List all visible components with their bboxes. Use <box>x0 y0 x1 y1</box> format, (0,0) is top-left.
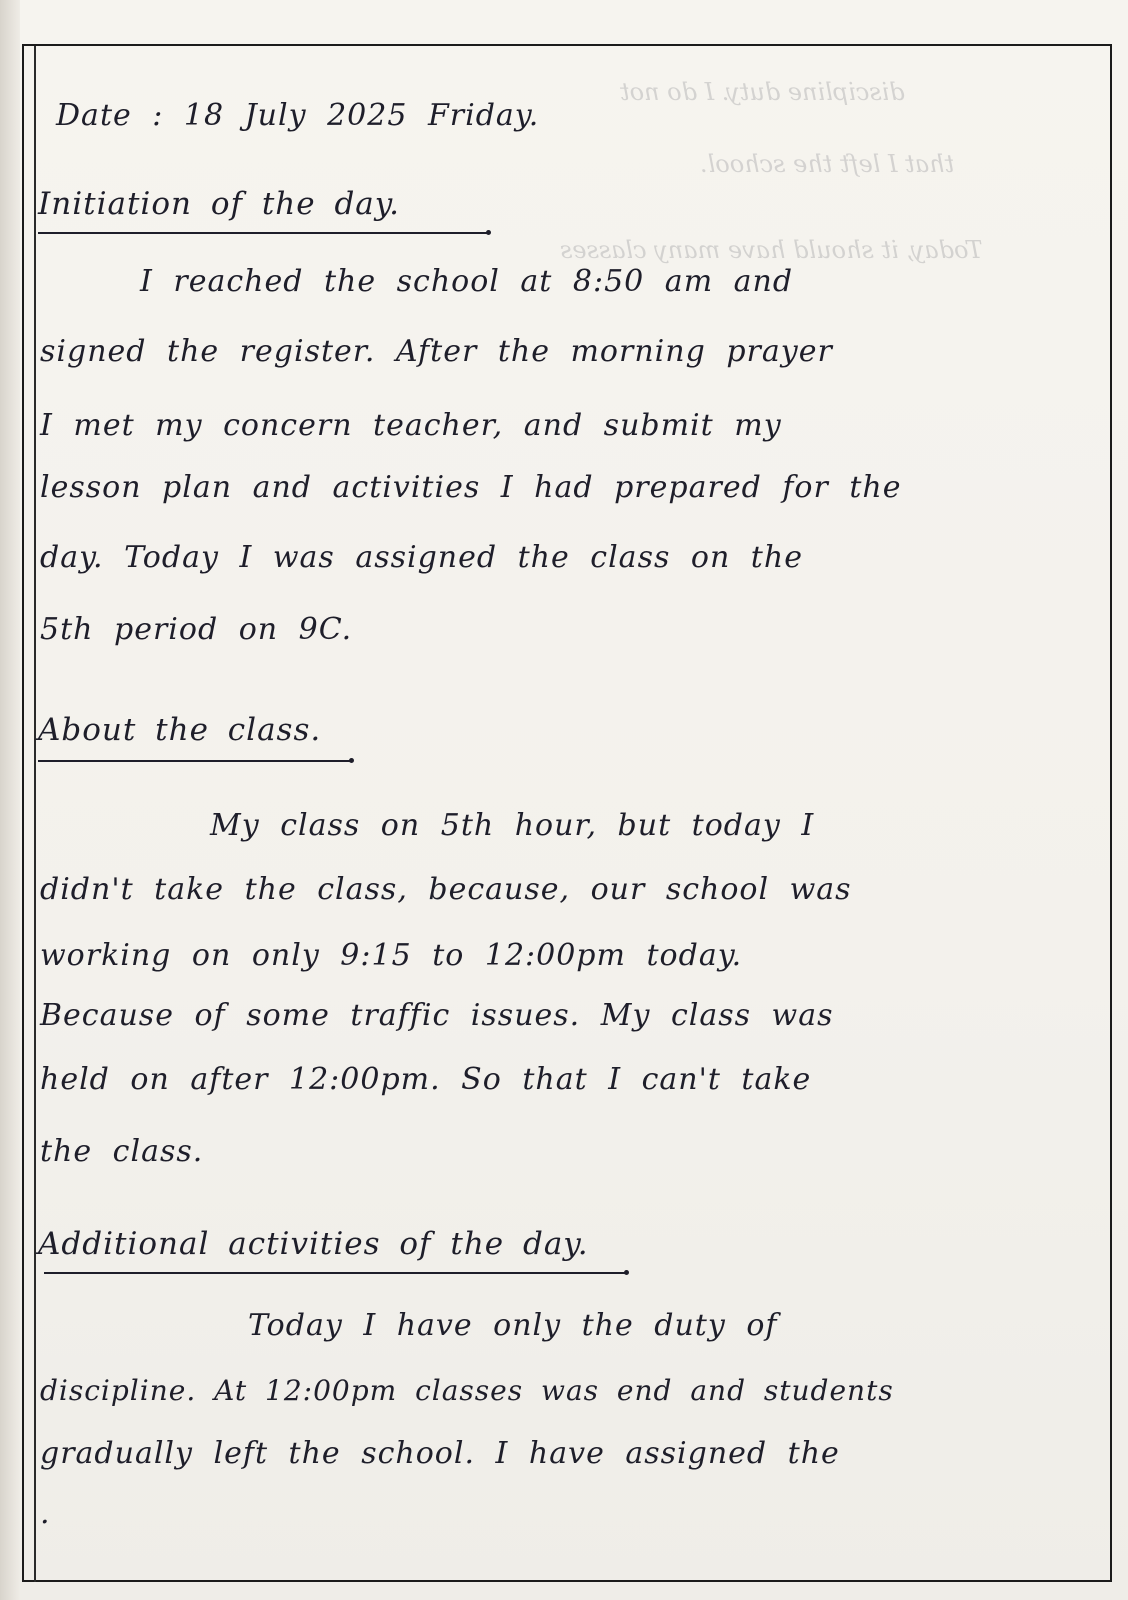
paragraph-line: Because of some traffic issues. My class was <box>40 998 834 1033</box>
paragraph-line: didn't take the class, because, our school was <box>40 872 852 907</box>
paragraph-line: day. Today I was assigned the class on the <box>40 540 803 575</box>
paragraph-line: the class. <box>40 1134 204 1169</box>
section-heading-about-class: About the class. <box>38 712 322 748</box>
date-line <box>56 98 1106 133</box>
show-through-text: Today, it should have many classes <box>560 236 983 264</box>
heading-underline-end <box>624 1270 629 1275</box>
paragraph-line: . <box>40 1496 51 1531</box>
heading-underline <box>38 760 352 762</box>
heading-underline <box>38 232 488 234</box>
paragraph-line: held on after 12:00pm. So that I can't take <box>40 1062 812 1097</box>
heading-underline-end <box>486 230 491 235</box>
paragraph-line: My class on 5th hour, but today I <box>210 808 815 843</box>
paragraph-line: signed the register. After the morning prayer <box>40 334 833 369</box>
paragraph-line: Today I have only the duty of <box>248 1308 778 1343</box>
paragraph-line: lesson plan and activities I had prepared for the <box>40 470 902 505</box>
section-heading-additional-activities: Additional activities of the day. <box>38 1226 589 1262</box>
heading-underline-end <box>349 758 354 763</box>
section-heading-initiation: Initiation of the day. <box>38 186 401 222</box>
paragraph-line: working on only 9:15 to 12:00pm today. <box>40 938 743 973</box>
date-text: Date : 18 July 2025 Friday. <box>56 98 540 133</box>
paragraph-line: discipline. At 12:00pm classes was end and students <box>40 1374 894 1407</box>
paragraph-line: 5th period on 9C. <box>40 612 353 647</box>
paragraph-line: gradually left the school. I have assigned the <box>40 1436 840 1471</box>
show-through-text: discipline duty. I do not <box>620 78 905 106</box>
show-through-text: that I left the school. <box>700 150 955 178</box>
paragraph-line: I met my concern teacher, and submit my <box>40 408 782 443</box>
paragraph-line: I reached the school at 8:50 am and <box>140 264 794 299</box>
margin-line <box>34 46 36 1582</box>
heading-underline <box>44 1272 628 1274</box>
page-fold-shadow <box>0 0 20 1600</box>
